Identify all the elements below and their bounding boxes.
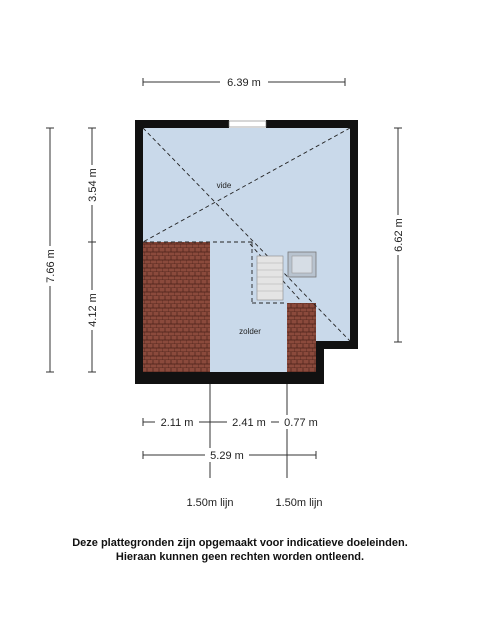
roof-slope-left xyxy=(143,242,210,372)
bottom-split-dimension xyxy=(143,415,323,429)
bottom-total-dimension xyxy=(143,448,316,462)
staircase xyxy=(257,256,283,300)
dim-bottom-left: 2.11 m xyxy=(160,417,194,429)
dim-bottom-total: 5.29 m xyxy=(210,450,244,462)
top-dimension xyxy=(143,74,345,90)
left-total-dimension xyxy=(42,128,58,372)
height-line-left-label: 1.50m lijn xyxy=(186,497,234,509)
dim-left-upper: 3.54 m xyxy=(87,168,99,202)
attic-label: zolder xyxy=(239,327,261,336)
left-split-dimension xyxy=(84,128,100,372)
disclaimer-line-2: Hieraan kunnen geen rechten worden ontleend. xyxy=(115,551,365,563)
right-dimension xyxy=(390,128,406,342)
dim-right-height: 6.62 m xyxy=(393,218,405,252)
dim-bottom-mid: 2.41 m xyxy=(232,417,266,429)
dim-left-lower: 4.12 m xyxy=(87,293,99,327)
void-label: vide xyxy=(216,181,232,190)
skylight xyxy=(288,252,316,277)
window xyxy=(229,121,266,127)
dim-top-width: 6.39 m xyxy=(227,77,261,89)
disclaimer-line-1: Deze plattegronden zijn opgemaakt voor indicatieve doeleinden. xyxy=(72,537,408,549)
dim-bottom-right: 0.77 m xyxy=(284,417,318,429)
dim-left-total: 7.66 m xyxy=(45,249,57,283)
roof-slope-right xyxy=(287,303,316,372)
height-line-right-label: 1.50m lijn xyxy=(275,497,323,509)
